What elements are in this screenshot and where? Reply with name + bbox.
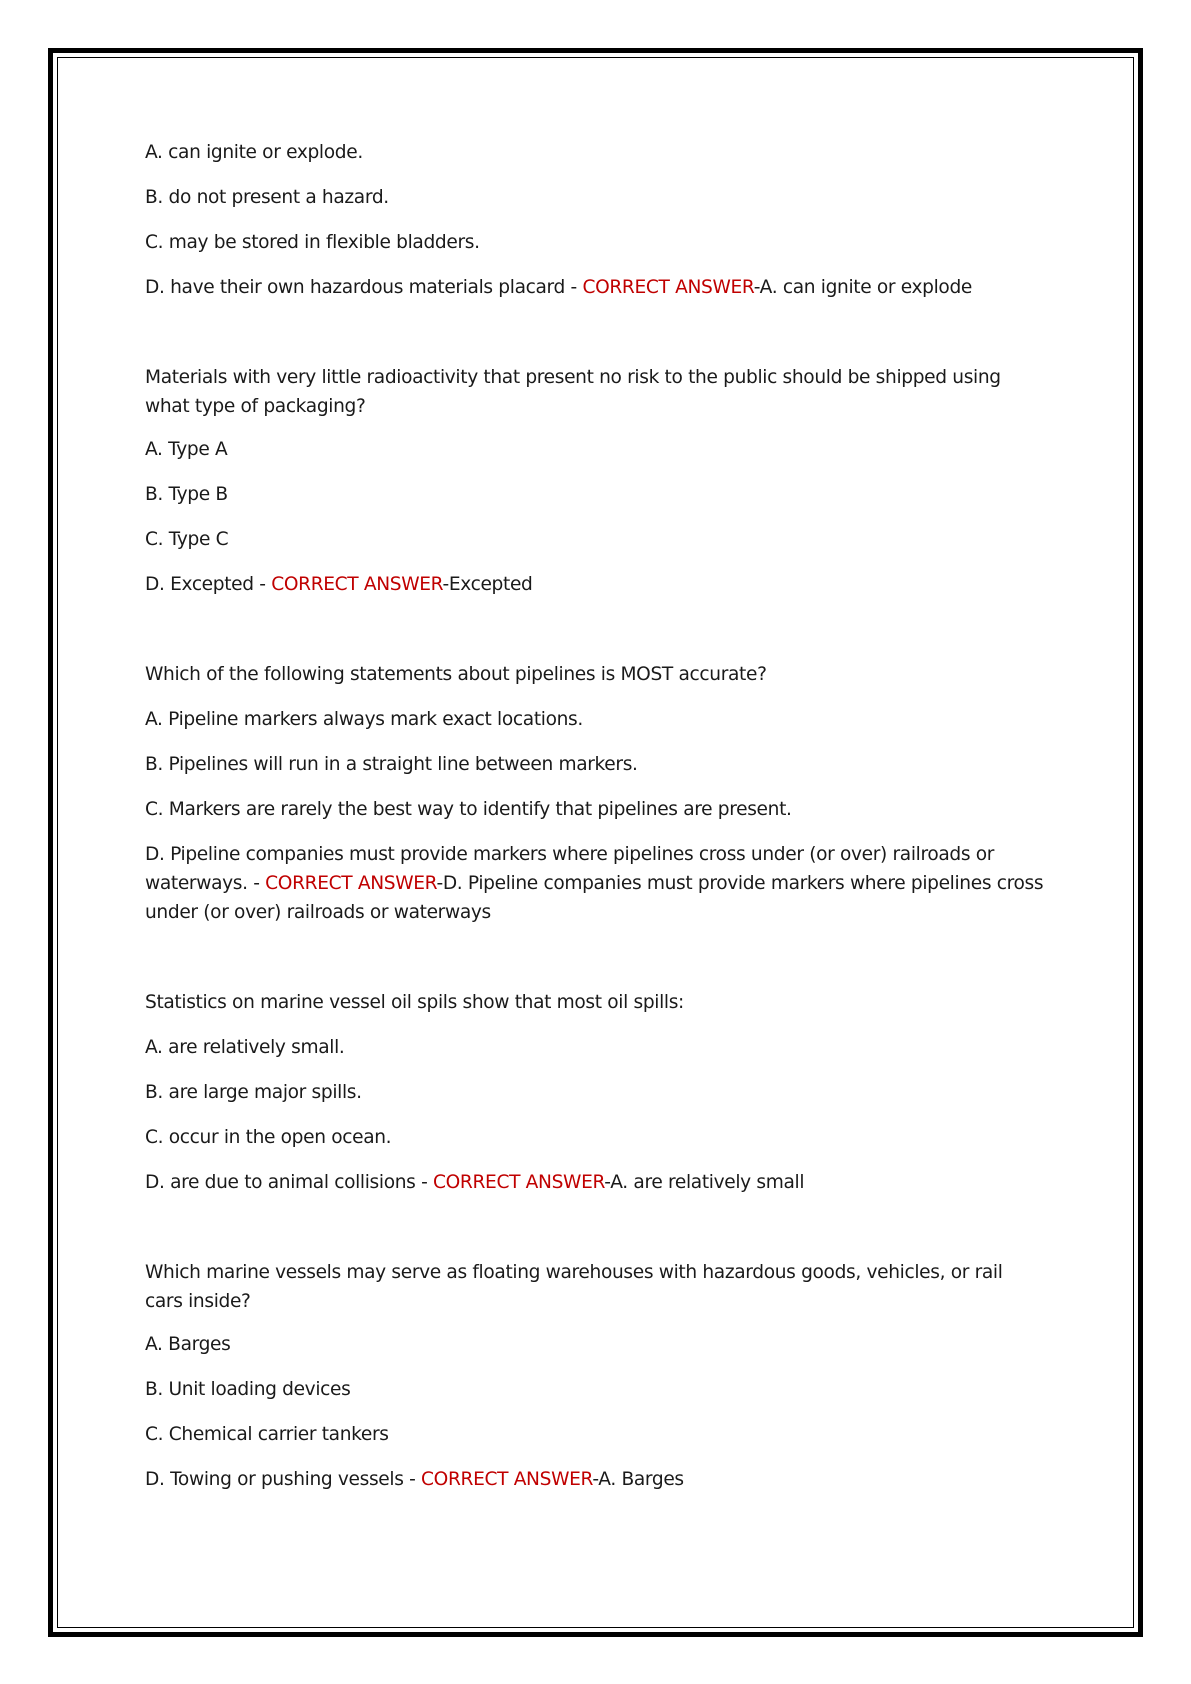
question-text: Materials with very little radioactivity that present no risk to the public should be shipped using what type of packaging? (145, 367, 1001, 417)
question-block (145, 138, 1045, 302)
option-b: B. Type B (145, 484, 228, 505)
correct-answer-label: CORRECT ANSWER (265, 873, 437, 894)
correct-answer-label: CORRECT ANSWER (582, 277, 754, 298)
question-text: Which marine vessels may serve as floating warehouses with hazardous goods, vehicles, or rail cars inside? (145, 1262, 1003, 1312)
option-d: D. Excepted - (145, 574, 272, 595)
option-d-with-answer (145, 1168, 1045, 1197)
question-text: Which of the following statements about pipelines is MOST accurate? (145, 664, 767, 685)
option-d-with-answer (145, 840, 1045, 927)
question-block (145, 988, 1045, 1197)
option-b: B. Unit loading devices (145, 1379, 351, 1400)
correct-answer-text: -A. are relatively small (604, 1172, 805, 1193)
option-d: D. Pipeline companies must provide markers where pipelines cross under (or over) railroads or waterways. - (145, 844, 995, 894)
question-block (145, 1258, 1045, 1494)
correct-answer-label: CORRECT ANSWER (271, 574, 443, 595)
question-block (145, 660, 1045, 927)
correct-answer-label: CORRECT ANSWER (433, 1172, 605, 1193)
option-c: C. may be stored in flexible bladders. (145, 232, 480, 253)
question-block (145, 363, 1045, 599)
option-d: D. have their own hazardous materials placard - (145, 277, 583, 298)
question-text: Statistics on marine vessel oil spils show that most oil spills: (145, 992, 684, 1013)
option-c: C. Type C (145, 529, 229, 550)
correct-answer-text: -A. Barges (592, 1469, 684, 1490)
correct-answer-text: -D. Pipeline companies must provide markers where pipelines cross under (or over) railroads or waterways (145, 873, 1044, 923)
option-b: B. Pipelines will run in a straight line between markers. (145, 754, 638, 775)
option-a: A. Type A (145, 439, 228, 460)
option-d: D. are due to animal collisions - (145, 1172, 433, 1193)
document-body (145, 138, 1045, 1510)
option-b: B. are large major spills. (145, 1082, 362, 1103)
option-a: A. can ignite or explode. (145, 142, 363, 163)
correct-answer-text: -Excepted (442, 574, 533, 595)
option-a: A. are relatively small. (145, 1037, 345, 1058)
option-a: A. Pipeline markers always mark exact locations. (145, 709, 583, 730)
option-d-with-answer (145, 570, 1045, 599)
option-c: C. Chemical carrier tankers (145, 1424, 389, 1445)
option-d-with-answer (145, 273, 1045, 302)
correct-answer-text: -A. can ignite or explode (753, 277, 973, 298)
option-a: A. Barges (145, 1334, 231, 1355)
correct-answer-label: CORRECT ANSWER (421, 1469, 593, 1490)
option-c: C. Markers are rarely the best way to identify that pipelines are present. (145, 799, 792, 820)
option-d: D. Towing or pushing vessels - (145, 1469, 422, 1490)
option-b: B. do not present a hazard. (145, 187, 389, 208)
option-d-with-answer (145, 1465, 1045, 1494)
option-c: C. occur in the open ocean. (145, 1127, 392, 1148)
